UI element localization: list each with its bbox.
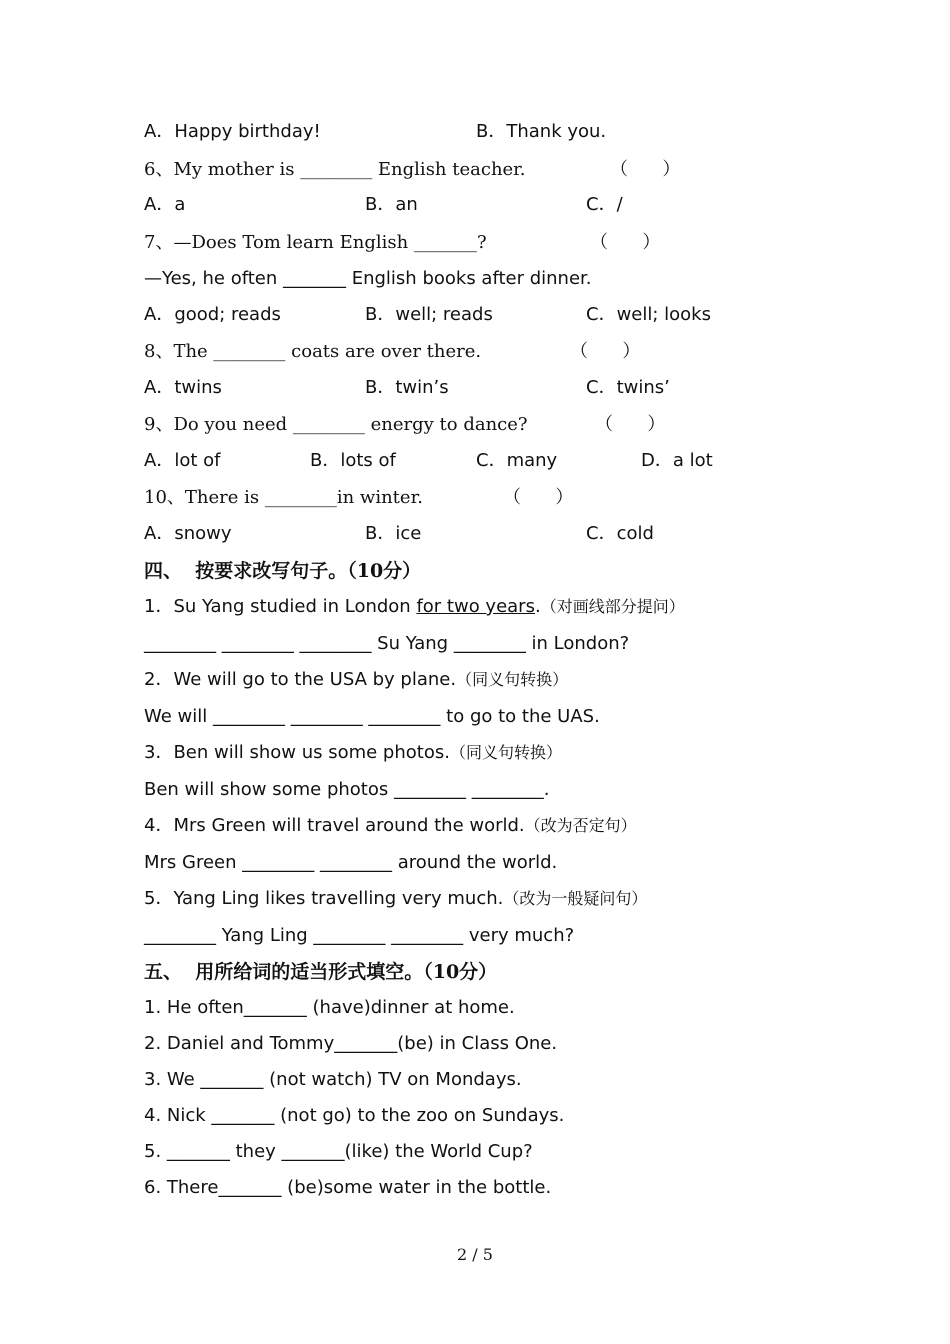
q7-option-c: C．well; looks xyxy=(586,304,711,325)
q10-option-a: A．snowy xyxy=(144,523,232,544)
s4-q1-answer: ________ ________ ________ Su Yang ________ in London? xyxy=(144,633,630,654)
q6-answer-paren: （ ） xyxy=(610,159,681,180)
q7-answer-paren: （ ） xyxy=(590,232,661,253)
q10-question: 10、There is ________in winter. xyxy=(144,487,423,508)
s4-q3-hint: （同义句转换） xyxy=(449,743,562,762)
s5-q6: 6. There_______ (be)some water in the bottle. xyxy=(144,1177,552,1198)
s5-q5: 5. _______ they _______(like) the World Cup? xyxy=(144,1141,533,1162)
s4-q5-answer: ________ Yang Ling ________ ________ very much? xyxy=(144,925,575,946)
section5-title: 五、 用所给词的适当形式填空。（10分） xyxy=(144,961,498,983)
s4-q1-underlined: for two years xyxy=(416,596,535,617)
s4-q4-text: 4．Mrs Green will travel around the world. xyxy=(144,815,525,836)
q8-option-a: A．twins xyxy=(144,377,222,398)
q8-question: 8、The ________ coats are over there. xyxy=(144,341,482,362)
q6-option-a: A．a xyxy=(144,194,186,215)
s4-q5-text: 5．Yang Ling likes travelling very much. xyxy=(144,888,504,909)
q8-option-b: B．twin’s xyxy=(365,377,449,398)
q10-answer-paren: （ ） xyxy=(503,487,574,508)
q8-option-c: C．twins’ xyxy=(586,377,670,398)
q5-option-a: A．Happy birthday! xyxy=(144,121,321,142)
q7-dialog-line: —Yes, he often _______ English books after dinner. xyxy=(144,268,592,289)
s4-q5 xyxy=(144,888,647,910)
q7-question: 7、—Does Tom learn English _______? xyxy=(144,232,487,253)
s4-q3-text: 3．Ben will show us some photos. xyxy=(144,742,450,763)
s4-q1-hint: （对画线部分提问） xyxy=(540,597,685,616)
s4-q1 xyxy=(144,596,685,618)
q5-option-b: B．Thank you. xyxy=(476,121,607,142)
q6-question: 6、My mother is ________ English teacher. xyxy=(144,159,526,180)
s4-q2-text: 2．We will go to the USA by plane. xyxy=(144,669,457,690)
q9-option-c: C．many xyxy=(476,450,558,471)
q7-option-a: A．good; reads xyxy=(144,304,281,325)
s4-q3-answer: Ben will show some photos ________ ________. xyxy=(144,779,550,800)
q7-option-b: B．well; reads xyxy=(365,304,493,325)
s4-q5-hint: （改为一般疑问句） xyxy=(503,889,648,908)
s4-q4-answer: Mrs Green ________ ________ around the world. xyxy=(144,852,558,873)
q9-option-a: A．lot of xyxy=(144,450,221,471)
s5-q3: 3. We _______ (not watch) TV on Mondays. xyxy=(144,1069,522,1090)
q9-option-b: B．lots of xyxy=(310,450,396,471)
page-number: 2 / 5 xyxy=(457,1245,493,1264)
s4-q4-hint: （改为否定句） xyxy=(524,816,637,835)
s4-q3 xyxy=(144,742,562,764)
q9-answer-paren: （ ） xyxy=(595,414,666,435)
section4-title: 四、 按要求改写句子。（10分） xyxy=(144,560,422,582)
s4-q2 xyxy=(144,669,568,691)
s5-q2: 2. Daniel and Tommy_______(be) in Class One. xyxy=(144,1033,558,1054)
s5-q4: 4. Nick _______ (not go) to the zoo on Sundays. xyxy=(144,1105,565,1126)
q10-option-b: B．ice xyxy=(365,523,422,544)
s4-q2-answer: We will ________ ________ ________ to go to the UAS. xyxy=(144,706,600,727)
s4-q1-period: . xyxy=(534,596,541,617)
s4-q1-text: 1．Su Yang studied in London xyxy=(144,596,417,617)
s4-q4 xyxy=(144,815,637,837)
s5-q1: 1. He often_______ (have)dinner at home. xyxy=(144,997,515,1018)
q6-option-c: C．/ xyxy=(586,194,623,215)
q8-answer-paren: （ ） xyxy=(570,341,641,362)
q9-option-d: D．a lot xyxy=(641,450,713,471)
q6-option-b: B．an xyxy=(365,194,418,215)
q9-question: 9、Do you need ________ energy to dance? xyxy=(144,414,528,435)
q10-option-c: C．cold xyxy=(586,523,654,544)
s4-q2-hint: （同义句转换） xyxy=(456,670,569,689)
